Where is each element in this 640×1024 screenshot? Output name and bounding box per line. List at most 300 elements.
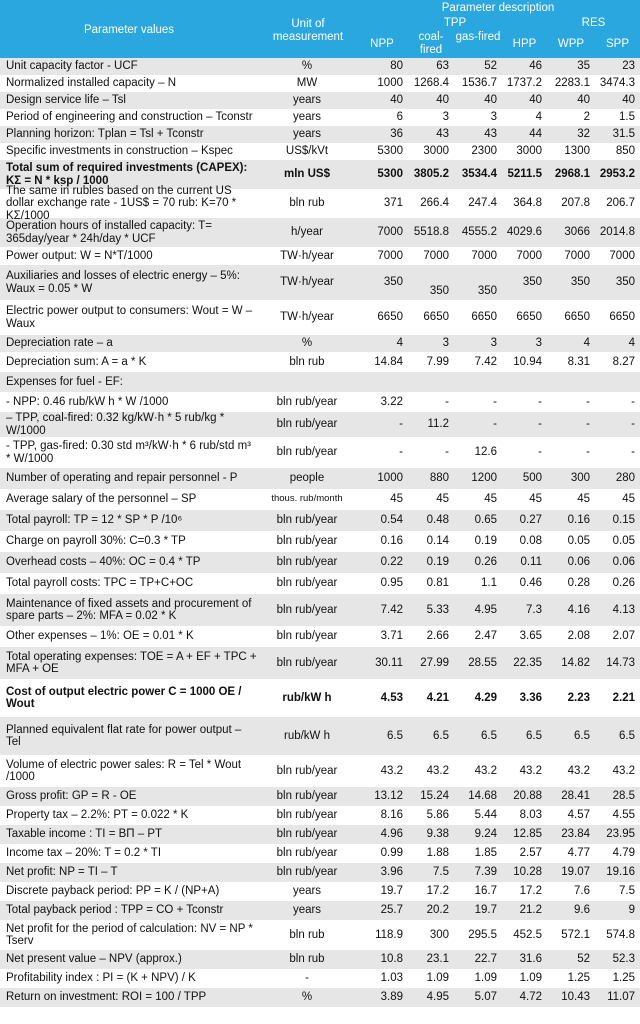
row-value: 0.05 xyxy=(612,535,635,548)
row-unit: h/year xyxy=(291,226,323,239)
header-description: Parameter description xyxy=(441,2,555,14)
row-value: 6650 xyxy=(564,311,590,324)
row-value: 1536.7 xyxy=(461,77,497,90)
row-value: 0.26 xyxy=(612,577,635,590)
row-value: 2.23 xyxy=(567,691,590,704)
row-value: 1.03 xyxy=(380,972,403,985)
row-value: 0.54 xyxy=(380,514,403,527)
row-value: 118.9 xyxy=(375,928,403,941)
header-res: RES xyxy=(581,17,606,29)
row-label: Design service life – Tsl xyxy=(6,94,126,107)
table-row xyxy=(0,75,640,92)
row-value: 7.99 xyxy=(426,355,449,368)
row-value: 43.2 xyxy=(519,764,542,777)
row-value: 22.35 xyxy=(513,656,542,669)
row-value: 7000 xyxy=(516,249,542,262)
row-value: 31.5 xyxy=(612,128,635,141)
row-unit: MW xyxy=(296,77,318,90)
row-value: 6.5 xyxy=(481,729,497,742)
row-label: Other expenses – 1%: OE = 0.01 * K xyxy=(6,630,194,643)
table-row xyxy=(0,126,640,143)
row-value: 350 xyxy=(383,276,403,289)
row-value: 1.1 xyxy=(481,577,497,590)
row-value: 350 xyxy=(570,276,590,289)
row-label: Auxiliaries and losses of electric energy – 5%: Waux = 0.05 * W xyxy=(6,270,240,295)
table-row xyxy=(0,184,640,222)
row-value: 52.3 xyxy=(612,953,635,966)
row-value: 3.22 xyxy=(380,395,403,408)
row-value: 0.11 xyxy=(520,556,542,569)
table-row xyxy=(0,352,640,372)
row-value: 45 xyxy=(529,493,542,506)
row-label: Volume of electric power sales: R = Tel * Wout /1000 xyxy=(6,758,242,783)
row-value: 43.2 xyxy=(426,764,449,777)
row-value: - xyxy=(445,395,449,408)
row-label: Property tax – 2.2%: PT = 0.022 * K xyxy=(6,809,189,822)
row-unit: years xyxy=(292,904,322,917)
row-value: 6650 xyxy=(471,311,497,324)
row-value: 3 xyxy=(535,337,542,350)
row-value: 4.21 xyxy=(426,691,449,704)
row-value: - xyxy=(538,395,542,408)
row-value: 500 xyxy=(522,472,542,485)
row-value: - xyxy=(538,418,542,431)
table-row xyxy=(0,806,640,825)
row-value: 3000 xyxy=(423,145,449,158)
table-row xyxy=(0,265,640,300)
row-value: 23.95 xyxy=(606,828,635,841)
row-value: 4.77 xyxy=(567,847,590,860)
row-unit: years xyxy=(292,94,322,107)
row-value: 40 xyxy=(436,94,449,107)
row-label: Unit capacity factor - UCF xyxy=(6,60,138,73)
row-value: 9 xyxy=(628,904,635,917)
row-value: 11.2 xyxy=(427,418,449,431)
row-unit: - xyxy=(305,972,309,985)
row-label: Power output: W = N*T/1000 xyxy=(6,249,153,262)
row-value: 371 xyxy=(383,197,403,210)
row-value: 52 xyxy=(484,60,497,73)
row-label: Number of operating and repair personnel - P xyxy=(6,472,238,485)
row-value: 4.16 xyxy=(567,603,590,616)
row-value: 14.68 xyxy=(468,790,497,803)
row-value: 0.05 xyxy=(567,535,590,548)
row-label: Total payroll costs: TPC = TP+C+OC xyxy=(6,577,194,590)
table-row xyxy=(0,437,640,468)
row-value: - xyxy=(586,395,590,408)
row-unit: bln rub/year xyxy=(276,809,338,822)
row-value: 207.8 xyxy=(561,197,590,210)
row-value: 31.6 xyxy=(519,953,542,966)
row-value: 850 xyxy=(615,145,635,158)
row-value: - xyxy=(586,446,590,459)
header-col-hpp: HPP xyxy=(512,38,537,50)
row-value: 10.94 xyxy=(513,355,542,368)
row-value: 7000 xyxy=(377,226,403,239)
row-label: - TPP, gas-fired: 0.30 std m³/kW·h * 6 rub/std m³ * W/1000 xyxy=(6,440,251,465)
row-value: 43.2 xyxy=(612,764,635,777)
table-row xyxy=(0,392,640,412)
row-value: 5.44 xyxy=(474,809,497,822)
row-unit: bln rub xyxy=(289,953,325,966)
row-value: 23.1 xyxy=(426,953,449,966)
row-value: 14.84 xyxy=(374,355,403,368)
row-unit: bln rub/year xyxy=(276,418,338,431)
table-row xyxy=(0,109,640,126)
table-header xyxy=(0,0,640,58)
table-row xyxy=(0,335,640,352)
row-value: 0.48 xyxy=(426,514,449,527)
row-value: 0.22 xyxy=(380,556,403,569)
row-value: 5300 xyxy=(377,145,403,158)
row-value: 2968.1 xyxy=(554,168,590,181)
table-row xyxy=(0,594,640,626)
row-value: 0.95 xyxy=(380,577,403,590)
table-row xyxy=(0,626,640,647)
row-value: 45 xyxy=(390,493,403,506)
row-value: 4.96 xyxy=(380,828,403,841)
row-value: 295.5 xyxy=(468,928,497,941)
row-value: 2953.2 xyxy=(599,168,635,181)
row-unit: bln rub xyxy=(289,928,325,941)
row-value: 14.82 xyxy=(561,656,590,669)
row-value: 0.81 xyxy=(426,577,449,590)
row-label: – TPP, coal-fired: 0.32 kg/kW·h * 5 rub/kg * W/1000 xyxy=(6,412,225,437)
row-unit: bln rub/year xyxy=(276,764,338,777)
row-label: Operation hours of installed capacity: T= 365day/year * 24h/day * UCF xyxy=(6,220,212,245)
row-value: 0.26 xyxy=(474,556,497,569)
row-value: 574.8 xyxy=(606,928,635,941)
row-value: 7.3 xyxy=(526,603,542,616)
row-value: 43.2 xyxy=(567,764,590,777)
row-unit: bln rub/year xyxy=(276,556,338,569)
row-value: 40 xyxy=(484,94,497,107)
row-value: 36 xyxy=(390,128,403,141)
table-row xyxy=(0,218,640,247)
row-value: 21.2 xyxy=(519,904,542,917)
header-col-coal: coal-fired xyxy=(418,31,444,56)
row-value: 364.8 xyxy=(513,197,542,210)
row-value: 19.07 xyxy=(561,866,590,879)
row-value: 5518.8 xyxy=(413,226,449,239)
table-row xyxy=(0,988,640,1007)
row-value: 4555.2 xyxy=(461,226,497,239)
row-value: 0.08 xyxy=(519,535,542,548)
row-value: 45 xyxy=(622,493,635,506)
row-value: 12.85 xyxy=(513,828,542,841)
row-value: 7000 xyxy=(609,249,635,262)
table-row xyxy=(0,510,640,531)
row-label: Planned equivalent flat rate for power output – Tel xyxy=(6,723,242,748)
row-unit: bln rub/year xyxy=(276,577,338,590)
row-value: - xyxy=(399,446,403,459)
row-value: 1000 xyxy=(377,472,403,485)
row-value: 5.86 xyxy=(426,809,449,822)
row-value: 5.07 xyxy=(474,991,497,1004)
row-value: 6650 xyxy=(423,311,449,324)
row-value: 32 xyxy=(577,128,590,141)
table-row xyxy=(0,531,640,552)
row-value: 2.66 xyxy=(426,630,449,643)
row-value: 280 xyxy=(615,472,635,485)
row-value: - xyxy=(445,446,449,459)
table-row xyxy=(0,969,640,988)
row-value: 10.43 xyxy=(561,991,590,1004)
row-label: Expenses for fuel - EF: xyxy=(6,375,123,388)
row-value: 7000 xyxy=(423,249,449,262)
row-unit: % xyxy=(301,991,313,1004)
table-row xyxy=(0,372,640,392)
row-unit: rub/kW h xyxy=(283,729,330,742)
row-value: 2.21 xyxy=(612,691,635,704)
row-value: 17.2 xyxy=(519,885,542,898)
table-row xyxy=(0,679,640,717)
row-value: 20.88 xyxy=(513,790,542,803)
row-value: 2.07 xyxy=(612,630,635,643)
row-value: 63 xyxy=(436,60,449,73)
row-value: 4 xyxy=(396,337,403,350)
row-value: 0.14 xyxy=(426,535,449,548)
row-value: 9.24 xyxy=(474,828,497,841)
table-row xyxy=(0,882,640,901)
header-tpp: TPP xyxy=(443,17,467,29)
header-col-npp: NPP xyxy=(370,38,394,50)
row-value: 0.15 xyxy=(612,514,635,527)
row-value: 4.13 xyxy=(612,603,635,616)
row-value: 20.2 xyxy=(426,904,449,917)
row-value: 1.25 xyxy=(567,972,590,985)
row-value: 14.73 xyxy=(606,656,635,669)
row-value: 9.6 xyxy=(574,904,590,917)
row-value: 247.4 xyxy=(468,197,497,210)
row-value: - xyxy=(538,446,542,459)
row-value: 1.88 xyxy=(426,847,449,860)
table-row xyxy=(0,143,640,160)
row-value: 0.16 xyxy=(380,535,403,548)
row-label: Charge on payroll 30%: C=0.3 * TP xyxy=(6,535,186,548)
row-value: 4029.6 xyxy=(506,226,542,239)
row-value: 3000 xyxy=(516,145,542,158)
row-value: - xyxy=(493,395,497,408)
row-value: 2283.1 xyxy=(554,77,590,90)
row-unit: bln rub/year xyxy=(276,866,338,879)
row-label: Discrete payback period: PP = K / (NP+A) xyxy=(6,885,220,898)
row-value: - xyxy=(631,395,635,408)
row-value: 6.5 xyxy=(387,729,403,742)
row-value: 1000 xyxy=(377,77,403,90)
row-value: 3.71 xyxy=(380,630,403,643)
row-value: - xyxy=(631,446,635,459)
row-value: 3534.4 xyxy=(461,168,497,181)
row-value: 0.28 xyxy=(567,577,590,590)
row-value: 3.96 xyxy=(380,866,403,879)
row-value: 206.7 xyxy=(606,197,635,210)
row-label: Total payroll: TP = 12 * SP * P /10⁶ xyxy=(6,514,183,527)
row-value: 300 xyxy=(570,472,590,485)
table-row xyxy=(0,920,640,950)
row-value: - xyxy=(586,418,590,431)
row-unit: bln rub/year xyxy=(276,847,338,860)
row-value: 19.7 xyxy=(380,885,403,898)
row-value: 350 xyxy=(615,276,635,289)
row-unit: bln rub/year xyxy=(276,828,338,841)
row-value: 40 xyxy=(622,94,635,107)
row-label: Net profit for the period of calculation: NV = NP * Tserv xyxy=(6,922,253,947)
header-col-spp: SPP xyxy=(605,38,629,50)
row-unit: bln rub/year xyxy=(276,603,338,616)
row-value: 22.7 xyxy=(474,953,497,966)
row-unit: bln rub/year xyxy=(276,656,338,669)
header-parameter-values: Parameter values xyxy=(83,24,175,36)
row-label: Net present value – NPV (approx.) xyxy=(6,953,182,966)
row-value: 3.36 xyxy=(519,691,542,704)
row-value: 1300 xyxy=(564,145,590,158)
row-value: 4.95 xyxy=(426,991,449,1004)
row-label: Return on investment: ROI = 100 / TPP xyxy=(6,991,207,1004)
row-value: 12.6 xyxy=(474,446,497,459)
row-value: 0.19 xyxy=(426,556,449,569)
row-value: 45 xyxy=(436,493,449,506)
row-value: 880 xyxy=(429,472,449,485)
row-value: 4.95 xyxy=(474,603,497,616)
row-value: 8.03 xyxy=(519,809,542,822)
row-value: 17.2 xyxy=(426,885,449,898)
row-value: 8.16 xyxy=(380,809,403,822)
row-label: Gross profit: GP = R - OE xyxy=(6,790,137,803)
table-row xyxy=(0,489,640,510)
row-value: 572.1 xyxy=(561,928,590,941)
row-label: Electric power output to consumers: Wout = W – Waux xyxy=(6,305,253,330)
row-value: 0.99 xyxy=(380,847,403,860)
row-unit: mln US$ xyxy=(283,168,330,181)
row-value: 4.55 xyxy=(612,809,635,822)
row-value: 266.4 xyxy=(420,197,449,210)
table-row xyxy=(0,468,640,489)
row-unit: bln rub xyxy=(289,355,325,368)
row-value: 1737.2 xyxy=(506,77,542,90)
row-label: Overhead costs – 40%: OC = 0.4 * TP xyxy=(6,556,201,569)
row-value: 46 xyxy=(529,60,542,73)
row-unit: thous. rub/month xyxy=(271,493,343,505)
row-value: 0.16 xyxy=(567,514,590,527)
row-value: 6.5 xyxy=(574,729,590,742)
row-value: 0.65 xyxy=(474,514,497,527)
table-row xyxy=(0,787,640,806)
row-value: 0.27 xyxy=(519,514,542,527)
row-label: Total operating expenses: TOE = A + EF + TPC + MFA + OE xyxy=(6,650,257,675)
row-value: 6 xyxy=(396,111,403,124)
row-value: 6.5 xyxy=(526,729,542,742)
row-value: 5211.5 xyxy=(507,168,542,181)
row-unit: % xyxy=(301,60,313,73)
table-row xyxy=(0,552,640,573)
row-unit: years xyxy=(292,111,322,124)
table-row xyxy=(0,647,640,679)
row-value: 40 xyxy=(529,94,542,107)
table-row xyxy=(0,717,640,755)
row-label: Maintenance of fixed assets and procurement of spare parts – 2%: MFA = 0.02 * K xyxy=(6,597,252,622)
row-value: 7000 xyxy=(471,249,497,262)
row-label: Average salary of the personnel – SP xyxy=(6,493,197,506)
row-unit: TW·h/year xyxy=(280,276,334,289)
row-label: Specific investments in construction – Kspec xyxy=(6,145,233,158)
table-row xyxy=(0,573,640,594)
row-value: 7.42 xyxy=(474,355,497,368)
row-value: 45 xyxy=(577,493,590,506)
row-value: 350 xyxy=(522,276,542,289)
row-value: 6.5 xyxy=(433,729,449,742)
header-col-wpp: WPP xyxy=(557,38,585,50)
row-value: 2.47 xyxy=(474,630,497,643)
table-row xyxy=(0,412,640,437)
row-value: 3.65 xyxy=(519,630,542,643)
row-value: 5300 xyxy=(377,168,403,181)
row-value: 3474.3 xyxy=(599,77,635,90)
row-value: 19.7 xyxy=(474,904,497,917)
row-value: 6650 xyxy=(377,311,403,324)
row-value: 43 xyxy=(484,128,497,141)
row-value: 4 xyxy=(535,111,542,124)
row-value: 4.79 xyxy=(612,847,635,860)
row-unit: bln rub/year xyxy=(276,395,338,408)
row-value: 3066 xyxy=(564,226,590,239)
row-value: 40 xyxy=(577,94,590,107)
row-value: 44 xyxy=(529,128,542,141)
row-value: 0.46 xyxy=(519,577,542,590)
row-value: 40 xyxy=(390,94,403,107)
row-value: 4.53 xyxy=(380,691,403,704)
row-value: 16.7 xyxy=(474,885,497,898)
row-value: 4.29 xyxy=(474,691,497,704)
row-value: 8.27 xyxy=(612,355,635,368)
row-label: Income tax – 20%: T = 0.2 * TI xyxy=(6,847,162,860)
row-label: Total payback period : TPP = CO + Tconstr xyxy=(6,904,224,917)
row-value: 0.06 xyxy=(567,556,590,569)
row-value: 1200 xyxy=(471,472,497,485)
row-value: 43 xyxy=(436,128,449,141)
row-value: 0.19 xyxy=(474,535,497,548)
row-value: - xyxy=(631,418,635,431)
row-value: 19.16 xyxy=(606,866,635,879)
row-label: Depreciation rate – a xyxy=(6,337,113,350)
row-value: 15.24 xyxy=(420,790,449,803)
table-row xyxy=(0,825,640,844)
row-value: 7.5 xyxy=(619,885,635,898)
row-unit: bln rub/year xyxy=(276,535,338,548)
row-value: 28.55 xyxy=(468,656,497,669)
row-value: 2300 xyxy=(471,145,497,158)
row-value: 7.5 xyxy=(433,866,449,879)
row-value: - xyxy=(399,418,403,431)
row-unit: years xyxy=(292,128,322,141)
row-unit: bln rub xyxy=(289,197,325,210)
row-unit: TW·h/year xyxy=(280,249,334,262)
row-unit: years xyxy=(292,885,322,898)
row-value: 9.38 xyxy=(426,828,449,841)
table-body xyxy=(0,58,640,1007)
row-value: 7.39 xyxy=(474,866,497,879)
row-value: 2014.8 xyxy=(599,226,635,239)
row-value: 30.11 xyxy=(375,656,403,669)
row-unit: rub/kW h xyxy=(282,691,332,704)
row-unit: bln rub/year xyxy=(276,790,338,803)
row-value: 27.99 xyxy=(420,656,449,669)
row-value: 4 xyxy=(628,337,635,350)
table-row xyxy=(0,247,640,265)
row-value: 6.5 xyxy=(619,729,635,742)
row-label: Normalized installed capacity – N xyxy=(6,77,177,90)
row-value: 4 xyxy=(583,337,590,350)
